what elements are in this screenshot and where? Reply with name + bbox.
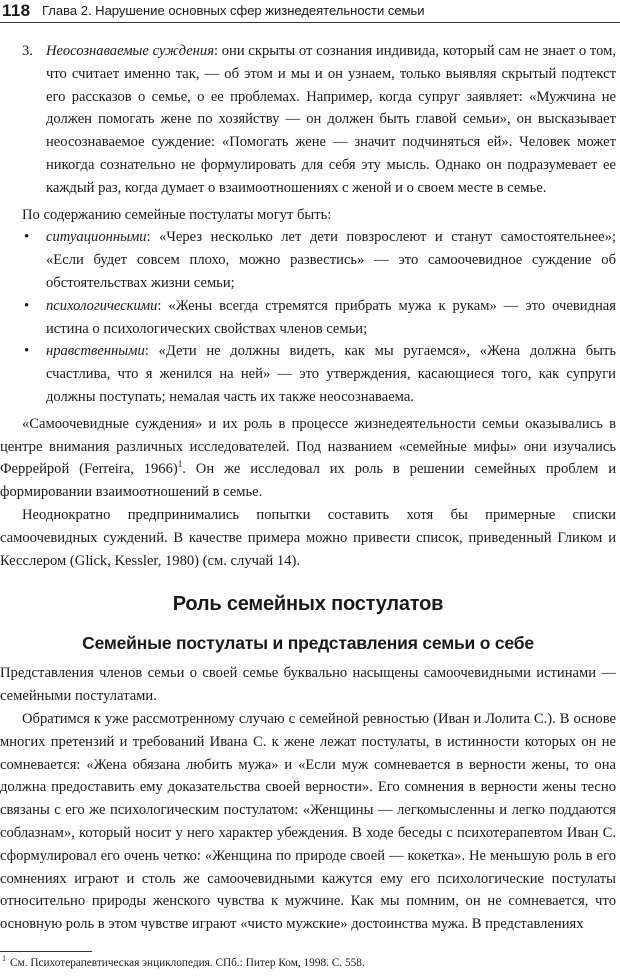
bullet-icon: • — [24, 297, 30, 314]
subsection-title: Семейные постулаты и представления семьи о себе — [82, 633, 534, 654]
page-body — [0, 40, 616, 936]
section-title: Роль семейных постулатов — [172, 593, 444, 616]
list-item-term: нравственными — [46, 343, 145, 360]
item-number: 3. — [22, 43, 33, 59]
list-item-term: ситуационными — [46, 229, 147, 246]
postulate-types-list — [0, 226, 616, 408]
header-divider — [0, 22, 620, 23]
lists-paragraph: Неоднократно предпринимались попытки составить хотя бы примерные списки самоочевидных суждений. В качестве примера можно привести список, приведенный Гликом и Кесслером (Glick, Kessler, 1980) (см. случай 14). — [0, 506, 616, 569]
item-text: : они скрыты от сознания индивида, который сам не знает о том, что считает именно так, — об этом и мы и он узнаем, только выявляя скрытый подтекст его рассказов о семье, о ее проблемах. Например, когда супруг заявляет: «Мужчина не должен помогать жене по хозяйству — он должен быть главой семьи», он высказывает неосознаваемое суждение: «Помогать жене — значит подчиняться ей». Человек может никогда сознательно не формулировать для себя эту мысль. Однако он подразумевает ее каждый раз, когда думает о взаимоотношениях с женой и о своем месте в семье. — [46, 43, 617, 196]
list-item-text: : «Дети не должны видеть, как мы ругаемся», «Жена должна быть счастлива, что я женился на ней» — это утверждения, касающиеся того, как супруги должны поступать; немалая часть их также неосознаваема. — [46, 343, 616, 405]
page-number: 118 — [2, 1, 31, 20]
footnote-text: См. Психотерапевтическая энциклопедия. СПб.: Питер Ком, 1998. С. 558. — [10, 957, 365, 969]
footnote-reference[interactable]: 1 — [177, 459, 183, 470]
paragraph-text: . Он же исследовал их роль в решении семейных проблем и формировании взаимоотношений в семье. — [0, 461, 616, 501]
paragraph-text: «Самоочевидные суждения» и их роль в процессе жизнедеятельности семьи оказывались в центре внимания различных исследователей. Под названием «семейные мифы» они изучались Феррейрой (Ferreira, 1966) — [0, 415, 616, 478]
page-header — [0, 0, 620, 22]
footnote-mark: 1 — [2, 954, 6, 964]
representations-paragraph: Представления членов семьи о своей семье буквально насыщены самоочевидными истинами — семейными постулатами. — [0, 665, 616, 705]
case-paragraph: Обратимся к уже рассмотренному случаю с семейной ревностью (Иван и Лолита С.). В основе многих претензий и требований Ивана С. к жене лежат постулаты, в истинности которых он не сомневается: «Жена обязана любить мужа» и «Если муж сомневается в верности жены, то она должна предоставить ему доказательства своей верности». Его сомнения в верности жены тесно связаны с его же психологическим постулатом: «Женщины — легкомысленны и легко поддаются соблазнам», который носит у него характер убеждения. В ходе беседы с психотерапевтом Иван С. сформулировал его очень четко: «Женщина по природе своей — кокетка». Не меньшую роль в его сомнениях играют и столь же самоочевидными кажутся ему его психологические постулаты относительно природы женского чувства к мужчине. Как мы помним, он не сомневается, что основную роль в этом чувстве играют «чисто мужские» достоинства мужа. В представлениях — [0, 710, 616, 933]
list-item — [0, 295, 616, 341]
footnote-divider — [0, 951, 92, 952]
list-item — [0, 226, 616, 294]
bullet-icon: • — [24, 343, 30, 360]
list-item — [0, 340, 616, 408]
bullet-icon: • — [24, 229, 30, 246]
list-item-term: психологическими — [46, 297, 158, 314]
self-evident-paragraph — [0, 413, 616, 504]
content-intro-paragraph: По содержанию семейные постулаты могут быть: — [22, 206, 332, 223]
item-term: Неосознаваемые суждения — [46, 43, 215, 59]
numbered-item-3 — [0, 40, 616, 200]
running-chapter-title: Глава 2. Нарушение основных сфер жизнедеятельности семьи — [42, 3, 425, 18]
footnote — [2, 956, 365, 970]
list-item-text: : «Через несколько лет дети повзрослеют и станут самостоятельнее»; «Если будет совсем плохо, можно развестись» — это самоочевидное суждение об обстоятельствах жизни семьи; — [46, 229, 616, 291]
list-item-text: : «Жены всегда стремятся прибрать мужа к рукам» — это очевидная истина о психологических свойствах членов семьи; — [46, 297, 616, 337]
